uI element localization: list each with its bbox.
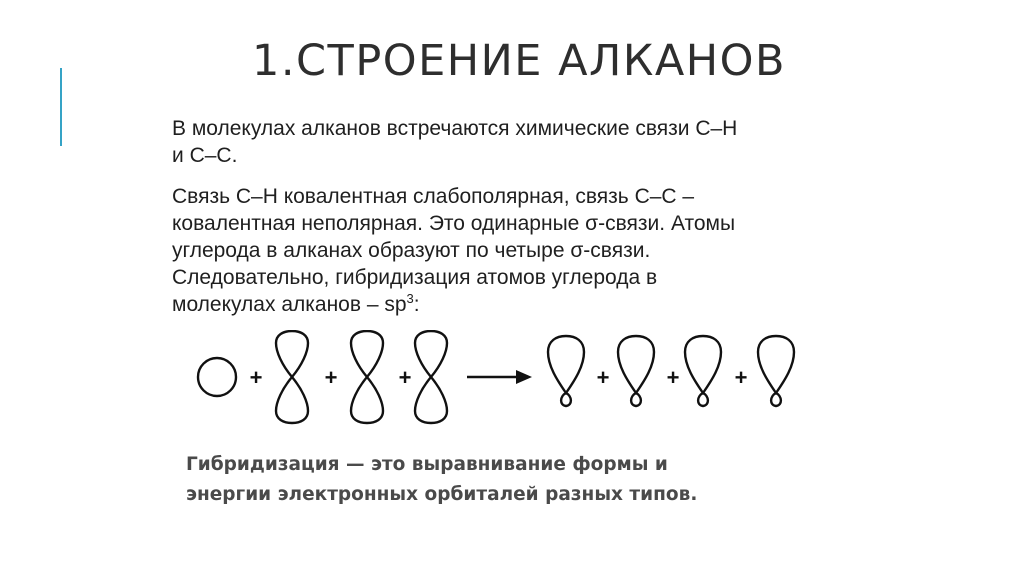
definition-line-2: энергии электронных орбиталей разных типов. bbox=[186, 484, 698, 505]
sp-superscript: 3 bbox=[406, 291, 414, 306]
sp-prefix: молекулах алканов – sp bbox=[172, 293, 407, 316]
bond-line-5 bbox=[172, 291, 932, 318]
sp3-orbital bbox=[548, 336, 584, 406]
s-orbital bbox=[198, 358, 236, 396]
accent-bar bbox=[60, 68, 62, 146]
slide-title: 1.СТРОЕНИЕ АЛКАНОВ bbox=[252, 36, 786, 86]
bond-line-3: углерода в алканах образуют по четыре σ-связи. bbox=[172, 239, 651, 262]
bond-line-1: Связь С–Н ковалентная слабополярная, связь С–С – bbox=[172, 185, 695, 208]
intro-paragraph bbox=[172, 115, 932, 169]
definition-line-1: Гибридизация — это выравнивание формы и bbox=[186, 454, 668, 475]
sp-suffix: : bbox=[413, 293, 420, 316]
intro-line-1: В молекулах алканов встречаются химические связи С–Н bbox=[172, 117, 738, 140]
sp3-orbital bbox=[685, 336, 721, 406]
p-orbital bbox=[276, 331, 308, 423]
plus-sign: + bbox=[249, 365, 263, 390]
sp3-orbital bbox=[618, 336, 654, 406]
plus-sign: + bbox=[596, 365, 610, 390]
reaction-arrow bbox=[467, 370, 532, 384]
plus-sign: + bbox=[398, 365, 412, 390]
p-orbital bbox=[415, 331, 447, 423]
bond-line-4: Следовательно, гибридизация атомов углерода в bbox=[172, 266, 658, 289]
intro-line-2: и С–С. bbox=[172, 144, 238, 167]
bond-line-2: ковалентная неполярная. Это одинарные σ-связи. Атомы bbox=[172, 212, 736, 235]
definition-text bbox=[186, 450, 826, 510]
hybridization-diagram bbox=[185, 330, 805, 430]
plus-sign: + bbox=[734, 365, 748, 390]
bond-paragraph bbox=[172, 183, 932, 318]
sp3-orbital bbox=[758, 336, 794, 406]
plus-sign: + bbox=[324, 365, 338, 390]
plus-sign: + bbox=[666, 365, 680, 390]
p-orbital bbox=[351, 331, 383, 423]
